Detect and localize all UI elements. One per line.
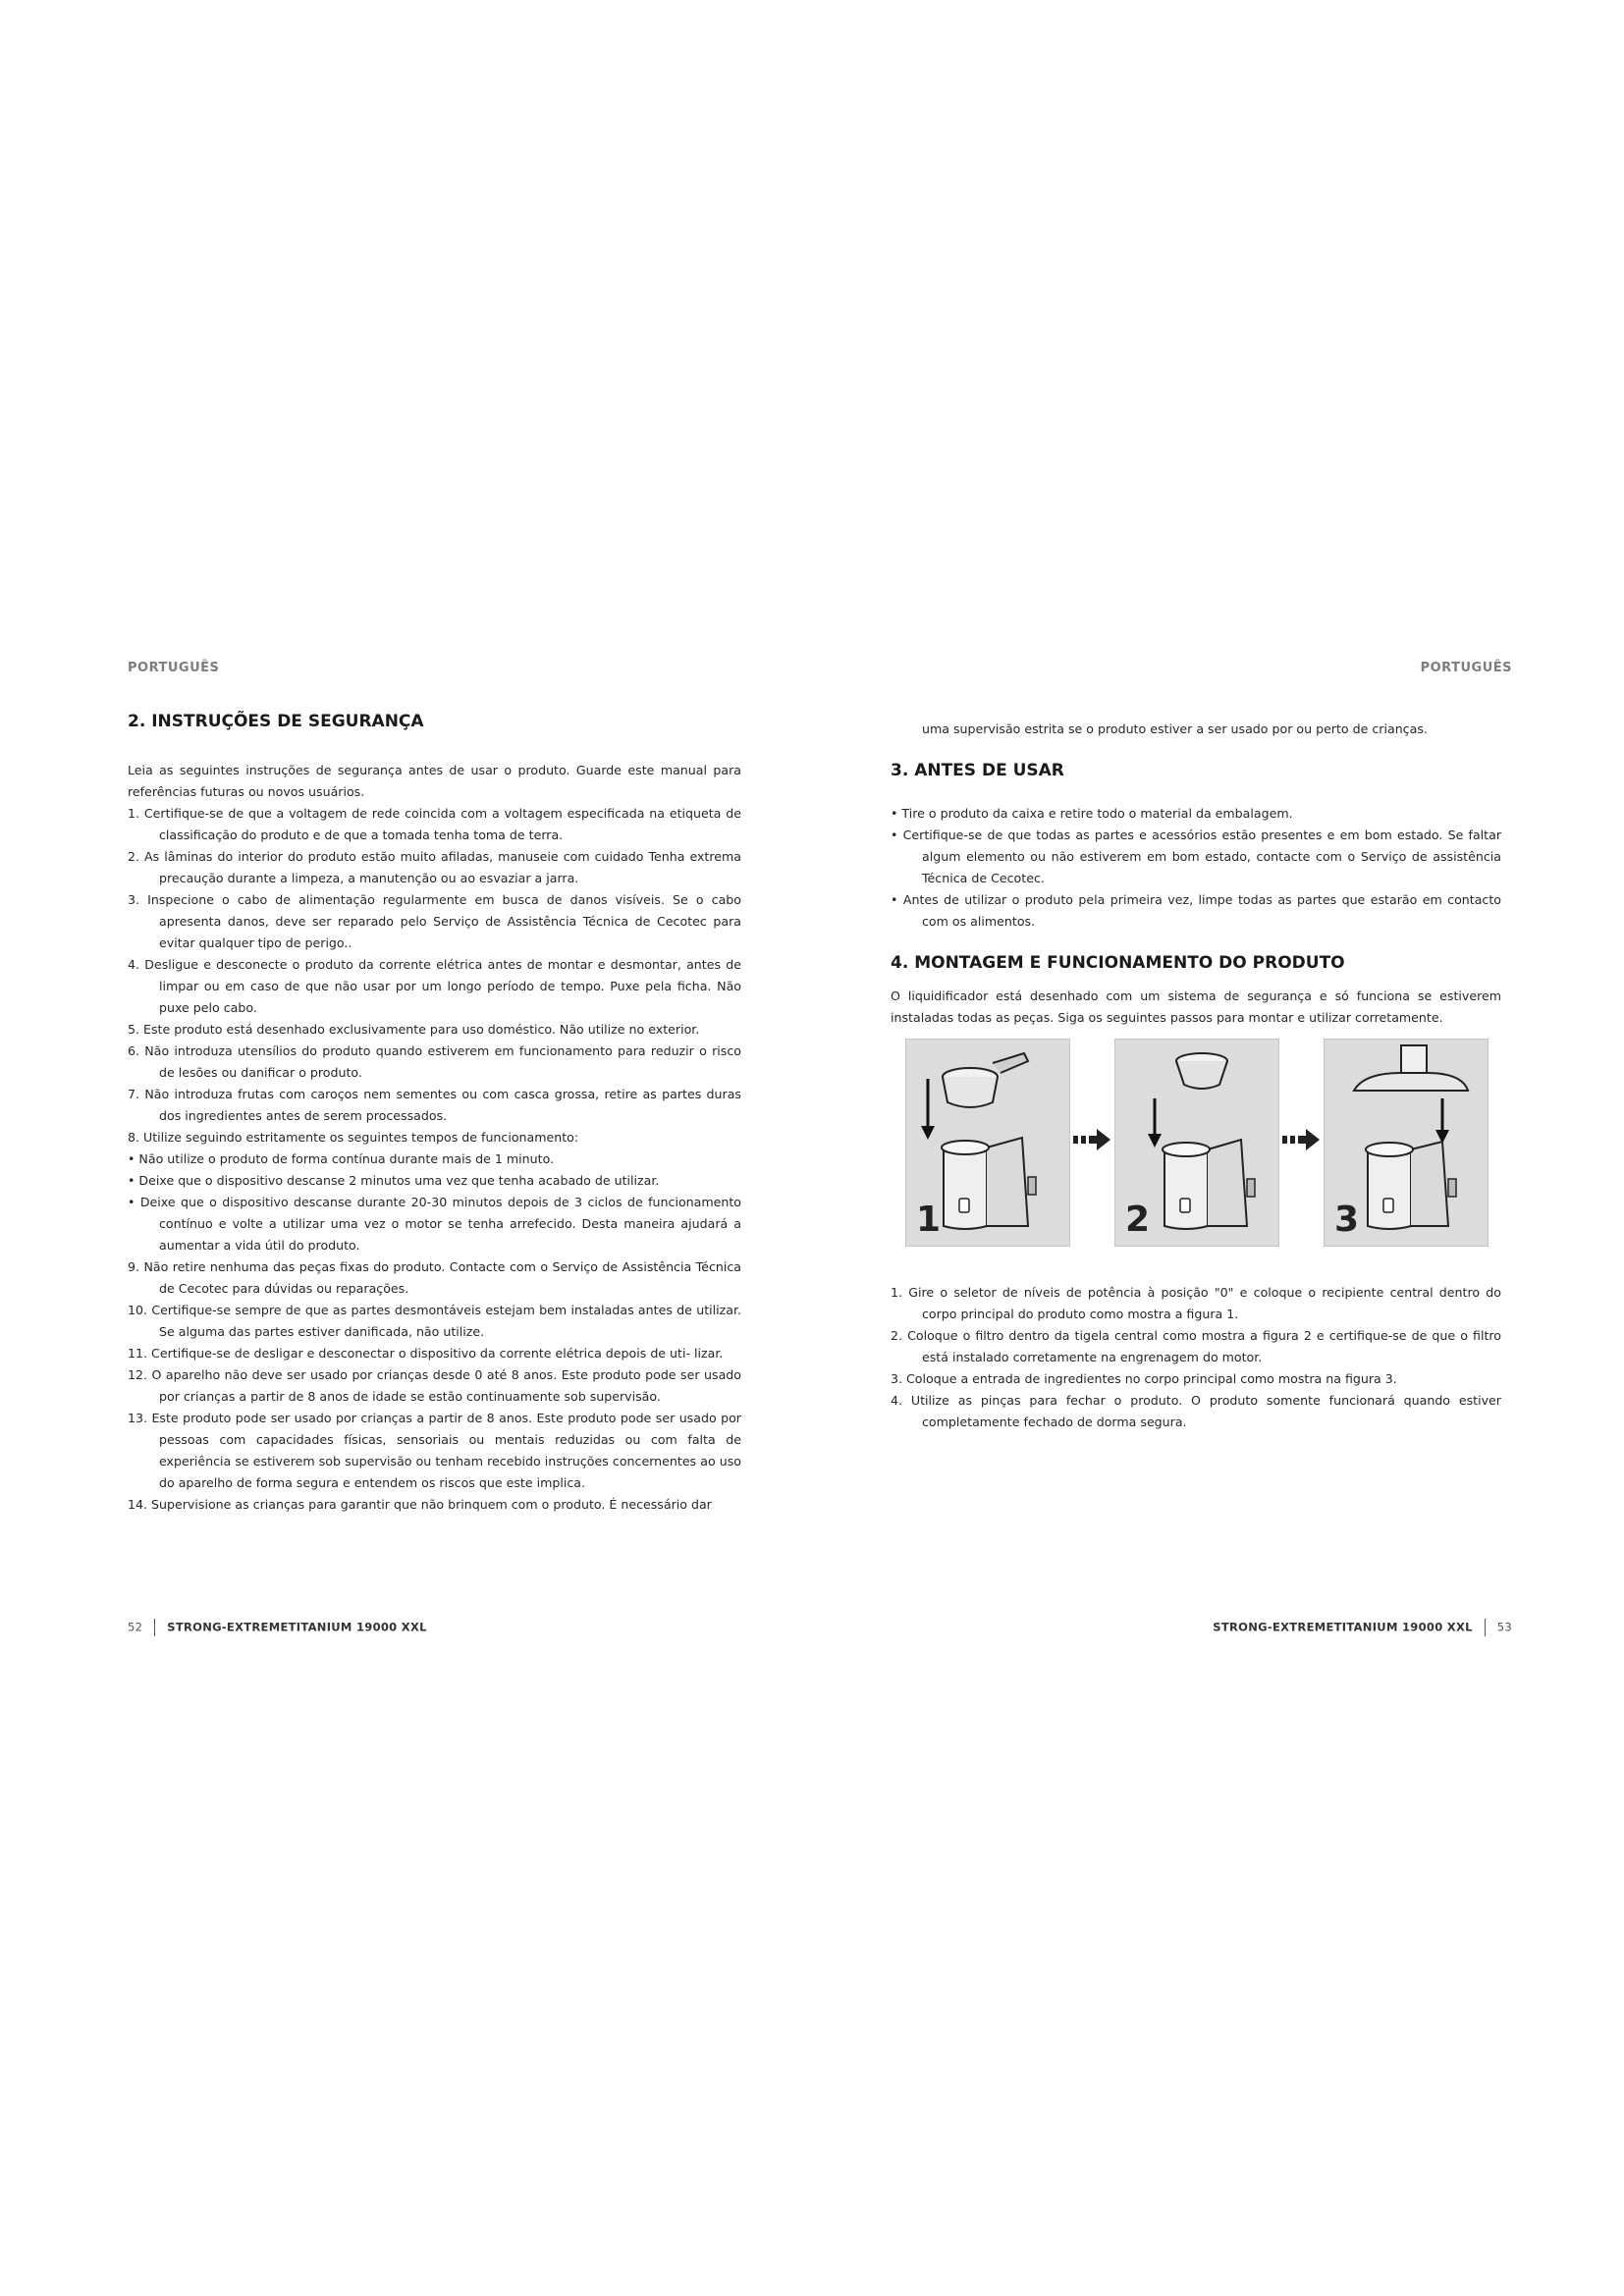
footer-left <box>128 1619 427 1636</box>
figure-label-2: 2 <box>1125 1200 1151 1240</box>
figure-label-1: 1 <box>916 1200 942 1240</box>
safety-item-14: 14. Supervisione as crianças para garantir que não brinquem com o produto. É necessário dar <box>128 1497 712 1512</box>
section-2-title: 2. INSTRUÇÕES DE SEGURANÇA <box>128 712 424 731</box>
assembly-figure <box>891 1039 1501 1264</box>
safety-item-11: 11. Certifique-se de desligar e desconectar o dispositivo da corrente elétrica depois de uti- lizar. <box>128 1346 724 1361</box>
assembly-step-1: 1. Gire o seletor de níveis de potência à posição "0" e coloque o recipiente central dentro do corpo principal do produto como mostra a figura 1. <box>891 1285 1501 1321</box>
safety-item-9: 9. Não retire nenhuma das peças fixas do produto. Contacte com o Serviço de Assistência Técnica de Cecotec para dúvidas ou reparações. <box>128 1259 741 1296</box>
model-name-right: STRONG-EXTREMETITANIUM 19000 XXL <box>1213 1620 1473 1634</box>
assembly-step-4: 4. Utilize as pinças para fechar o produto. O produto somente funcionará quando estiver completamente fechado de dorma segura. <box>891 1393 1501 1429</box>
safety-item-1: 1. Certifique-se de que a voltagem de rede coincida com a voltagem especificada na etiqueta de classificação do produto e de que a tomada tenha toma de terra. <box>128 806 741 842</box>
safety-bullet-2: • Deixe que o dispositivo descanse 2 minutos uma vez que tenha acabado de utilizar. <box>128 1173 660 1188</box>
safety-item-5: 5. Este produto está desenhado exclusivamente para uso doméstico. Não utilize no exterior. <box>128 1022 700 1037</box>
language-label-left: PORTUGUÊS <box>128 661 220 675</box>
footer-divider <box>1485 1619 1486 1636</box>
left-page-content <box>128 709 741 1516</box>
safety-item-13: 13. Este produto pode ser usado por crianças a partir de 8 anos. Este produto pode ser usado por pessoas com capacidades físicas, sensoriais ou mentais reduzidas ou com falta de experiência se estiverem sob supervisão ou tenham recebido instruções concernentes ao uso do aparelho de forma segura e entendem os riscos que este implica. <box>128 1411 741 1490</box>
assembly-step-3: 3. Coloque a entrada de ingredientes no corpo principal como mostra na figura 3. <box>891 1371 1397 1386</box>
assembly-panel-1 <box>905 1039 1070 1247</box>
safety-item-8: 8. Utilize seguindo estritamente os seguintes tempos de funcionamento: <box>128 1130 579 1145</box>
model-name-left: STRONG-EXTREMETITANIUM 19000 XXL <box>167 1620 427 1634</box>
safety-bullet-3: • Deixe que o dispositivo descanse durante 20-30 minutos depois de 3 ciclos de funcionamento contínuo e volte a utilizar uma vez o motor se tenha arrefecido. Desta maneira ajudará a aumentar a vida útil do produto. <box>128 1195 741 1253</box>
safety-item-4: 4. Desligue e desconecte o produto da corrente elétrica antes de montar e desmontar, antes de limpar ou em caso de que não usar por um longo período de tempo. Puxe pela ficha. Não puxe pelo cabo. <box>128 957 741 1015</box>
footer-right <box>1213 1619 1512 1636</box>
section-4-title: 4. MONTAGEM E FUNCIONAMENTO DO PRODUTO <box>891 953 1345 973</box>
safety-intro: Leia as seguintes instruções de segurança antes de usar o produto. Guarde este manual para referências futuras ou novos usuários. <box>128 763 741 799</box>
assembly-panel-2 <box>1114 1039 1279 1247</box>
figure-label-3: 3 <box>1334 1200 1360 1240</box>
step-arrow-icon <box>1073 1125 1112 1154</box>
assembly-intro: O liquidificador está desenhado com um sistema de segurança e só funciona se estiverem instaladas todas as peças. Siga os seguintes passos para montar e utilizar corretamente. <box>891 988 1501 1025</box>
safety-item-3: 3. Inspecione o cabo de alimentação regularmente em busca de danos visíveis. Se o cabo apresenta danos, deve ser reparado pelo Serviço de Assistência Técnica de Cecotec para evitar qualquer tipo de perigo.. <box>128 892 741 950</box>
step-arrow-icon <box>1282 1125 1322 1154</box>
safety-item-6: 6. Não introduza utensílios do produto quando estiverem em funcionamento para reduzir o risco de lesões ou danificar o produto. <box>128 1043 741 1080</box>
before-use-item-3: • Antes de utilizar o produto pela primeira vez, limpe todas as partes que estarão em contacto com os alimentos. <box>891 892 1501 929</box>
assembly-step-2: 2. Coloque o filtro dentro da tigela central como mostra a figura 2 e certifique-se de que o filtro está instalado corretamente na engrenagem do motor. <box>891 1328 1501 1364</box>
footer-divider <box>154 1619 155 1636</box>
safety-item-2: 2. As lâminas do interior do produto estão muito afiladas, manuseie com cuidado Tenha extrema precaução durante a limpeza, a manutenção ou ao esvaziar a jarra. <box>128 849 741 885</box>
page-number-left: 52 <box>128 1620 143 1634</box>
before-use-item-2: • Certifique-se de que todas as partes e acessórios estão presentes e em bom estado. Se faltar algum elemento ou não estiverem em bom estado, contacte com o Serviço de assistência Técnica de Cecotec. <box>891 828 1501 885</box>
right-page-content <box>891 719 1501 1433</box>
assembly-panel-3 <box>1324 1039 1489 1247</box>
section-3-title: 3. ANTES DE USAR <box>891 761 1064 780</box>
safety-item-10: 10. Certifique-se sempre de que as partes desmontáveis estejam bem instaladas antes de utilizar. Se alguma das partes estiver danificada, não utilize. <box>128 1303 741 1339</box>
safety-item-12: 12. O aparelho não deve ser usado por crianças desde 0 até 8 anos. Este produto pode ser usado por crianças a partir de 8 anos de idade se estão continuamente sob supervisão. <box>128 1367 741 1404</box>
page-number-right: 53 <box>1496 1620 1512 1634</box>
safety-item-14-continuation: uma supervisão estrita se o produto estiver a ser usado por ou perto de crianças. <box>922 721 1428 736</box>
safety-item-7: 7. Não introduza frutas com caroços nem sementes ou com casca grossa, retire as partes duras dos ingredientes antes de serem processados. <box>128 1087 741 1123</box>
before-use-item-1: • Tire o produto da caixa e retire todo o material da embalagem. <box>891 806 1293 821</box>
language-label-right: PORTUGUÊS <box>1420 661 1512 675</box>
safety-bullet-1: • Não utilize o produto de forma contínua durante mais de 1 minuto. <box>128 1151 555 1166</box>
